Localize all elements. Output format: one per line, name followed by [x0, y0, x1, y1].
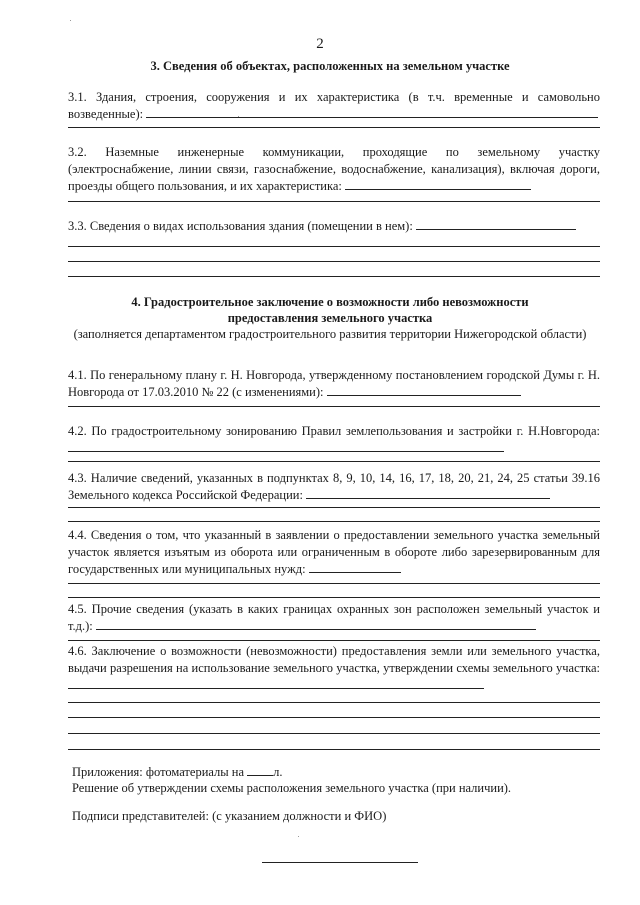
answer-line-4-1[interactable] — [327, 384, 521, 396]
attachments-photo-prefix: Приложения: фотоматериалы на — [72, 765, 245, 779]
section-4-subheading: (заполняется департаментом градостроительного развития территории Нижегородской области) — [73, 327, 587, 341]
paragraph-4-6 — [68, 643, 600, 694]
paragraph-3-2 — [68, 144, 600, 195]
answer-line-4-2-extra[interactable] — [68, 461, 600, 462]
answer-line-4-3-extra-1[interactable] — [68, 507, 600, 508]
answer-line-4-2[interactable] — [68, 440, 504, 452]
answer-line-3-3-extra-3[interactable] — [68, 276, 600, 277]
paragraph-3-2-text: 3.2. Наземные инженерные коммуникации, проходящие по земельному участку (электроснабжение, линии связи, газоснабжение, водоснабжение, канализация), включая дороги, проезды общего пользования, и их характеристика: — [68, 145, 600, 193]
page-number: 2 — [316, 36, 324, 52]
answer-line-3-3[interactable] — [416, 218, 576, 230]
section-4-heading-line-1: 4. Градостроительное заключение о возможности либо невозможности — [131, 295, 529, 309]
paragraph-4-4 — [68, 527, 600, 578]
paragraph-3-1-text: 3.1. Здания, строения, сооружения и их характеристика (в т.ч. временные и самовольно возведенные): — [68, 90, 600, 121]
attachments-photo-line — [72, 764, 283, 781]
paragraph-4-5-text: 4.5. Прочие сведения (указать в каких границах охранных зон расположен земельный участок и т.д.): — [68, 602, 600, 633]
paragraph-4-3 — [68, 470, 600, 504]
signatures-label: Подписи представителей: (с указанием должности и ФИО) — [72, 809, 387, 823]
answer-line-4-4-extra-2[interactable] — [68, 597, 600, 598]
answer-line-4-6[interactable] — [68, 677, 484, 689]
paragraph-4-1-text: 4.1. По генеральному плану г. Н. Новгорода, утвержденному постановлением городской Думы г. Н. Новгорода от 17.03.2010 № 22 (с изменениями): — [68, 368, 600, 399]
paragraph-3-1 — [68, 89, 600, 123]
answer-line-3-2-extra-1[interactable] — [68, 201, 600, 202]
paragraph-4-3-text: 4.3. Наличие сведений, указанных в подпунктах 8, 9, 10, 14, 16, 17, 18, 20, 21, 24, 25 статьи 39.16 Земельного кодекса Российской Федерации: — [68, 471, 600, 502]
section-4-heading-line-2: предоставления земельного участка — [227, 311, 433, 325]
answer-line-4-5-extra[interactable] — [68, 640, 600, 641]
paragraph-4-4-text: 4.4. Сведения о том, что указанный в заявлении о предоставлении земельного участка земельный участок является изъятым из оборота или ограниченным в обороте либо зарезервированным для государственных или муниципальных нужд: — [68, 528, 600, 576]
answer-line-4-3[interactable] — [306, 487, 550, 499]
answer-line-3-3-extra-2[interactable] — [68, 261, 600, 262]
paragraph-4-2-text: 4.2. По градостроительному зонированию Правил землепользования и застройки г. Н.Новгорода: — [68, 424, 600, 438]
paragraph-4-6-text: 4.6. Заключение о возможности (невозможности) предоставления земли или земельного участка, выдачи разрешения на использование земельного участка, утверждении схемы земельного участка: — [68, 644, 600, 675]
answer-line-4-4-extra-1[interactable] — [68, 583, 600, 584]
signature-line[interactable] — [262, 862, 418, 863]
answer-line-4-5[interactable] — [96, 618, 536, 630]
paragraph-4-1 — [68, 367, 600, 401]
photo-pages-field[interactable] — [247, 764, 273, 776]
answer-line-4-4[interactable] — [309, 561, 401, 573]
attachments-scheme-line: Решение об утверждении схемы расположения земельного участка (при наличии). — [72, 781, 512, 795]
paragraph-3-3-text: 3.3. Сведения о видах использования здания (помещении в нем): — [68, 219, 413, 233]
attachments-photo-suffix: л. — [273, 765, 283, 779]
answer-line-3-3-extra-1[interactable] — [68, 246, 600, 247]
answer-line-3-1[interactable] — [146, 106, 598, 118]
paragraph-4-5 — [68, 601, 600, 635]
paragraph-3-3 — [68, 218, 600, 235]
section-4-heading — [60, 294, 600, 326]
answer-line-4-1-extra[interactable] — [68, 406, 600, 407]
answer-line-4-3-extra-2[interactable] — [68, 521, 600, 522]
section-3-heading: 3. Сведения об объектах, расположенных на земельном участке — [150, 59, 510, 73]
answer-line-4-6-extra-4[interactable] — [68, 749, 600, 750]
paragraph-4-2 — [68, 423, 600, 457]
answer-line-4-6-extra-1[interactable] — [68, 702, 600, 703]
answer-line-3-1-extra[interactable] — [68, 127, 600, 128]
answer-line-4-6-extra-2[interactable] — [68, 717, 600, 718]
answer-line-3-2[interactable] — [345, 178, 531, 190]
answer-line-4-6-extra-3[interactable] — [68, 733, 600, 734]
